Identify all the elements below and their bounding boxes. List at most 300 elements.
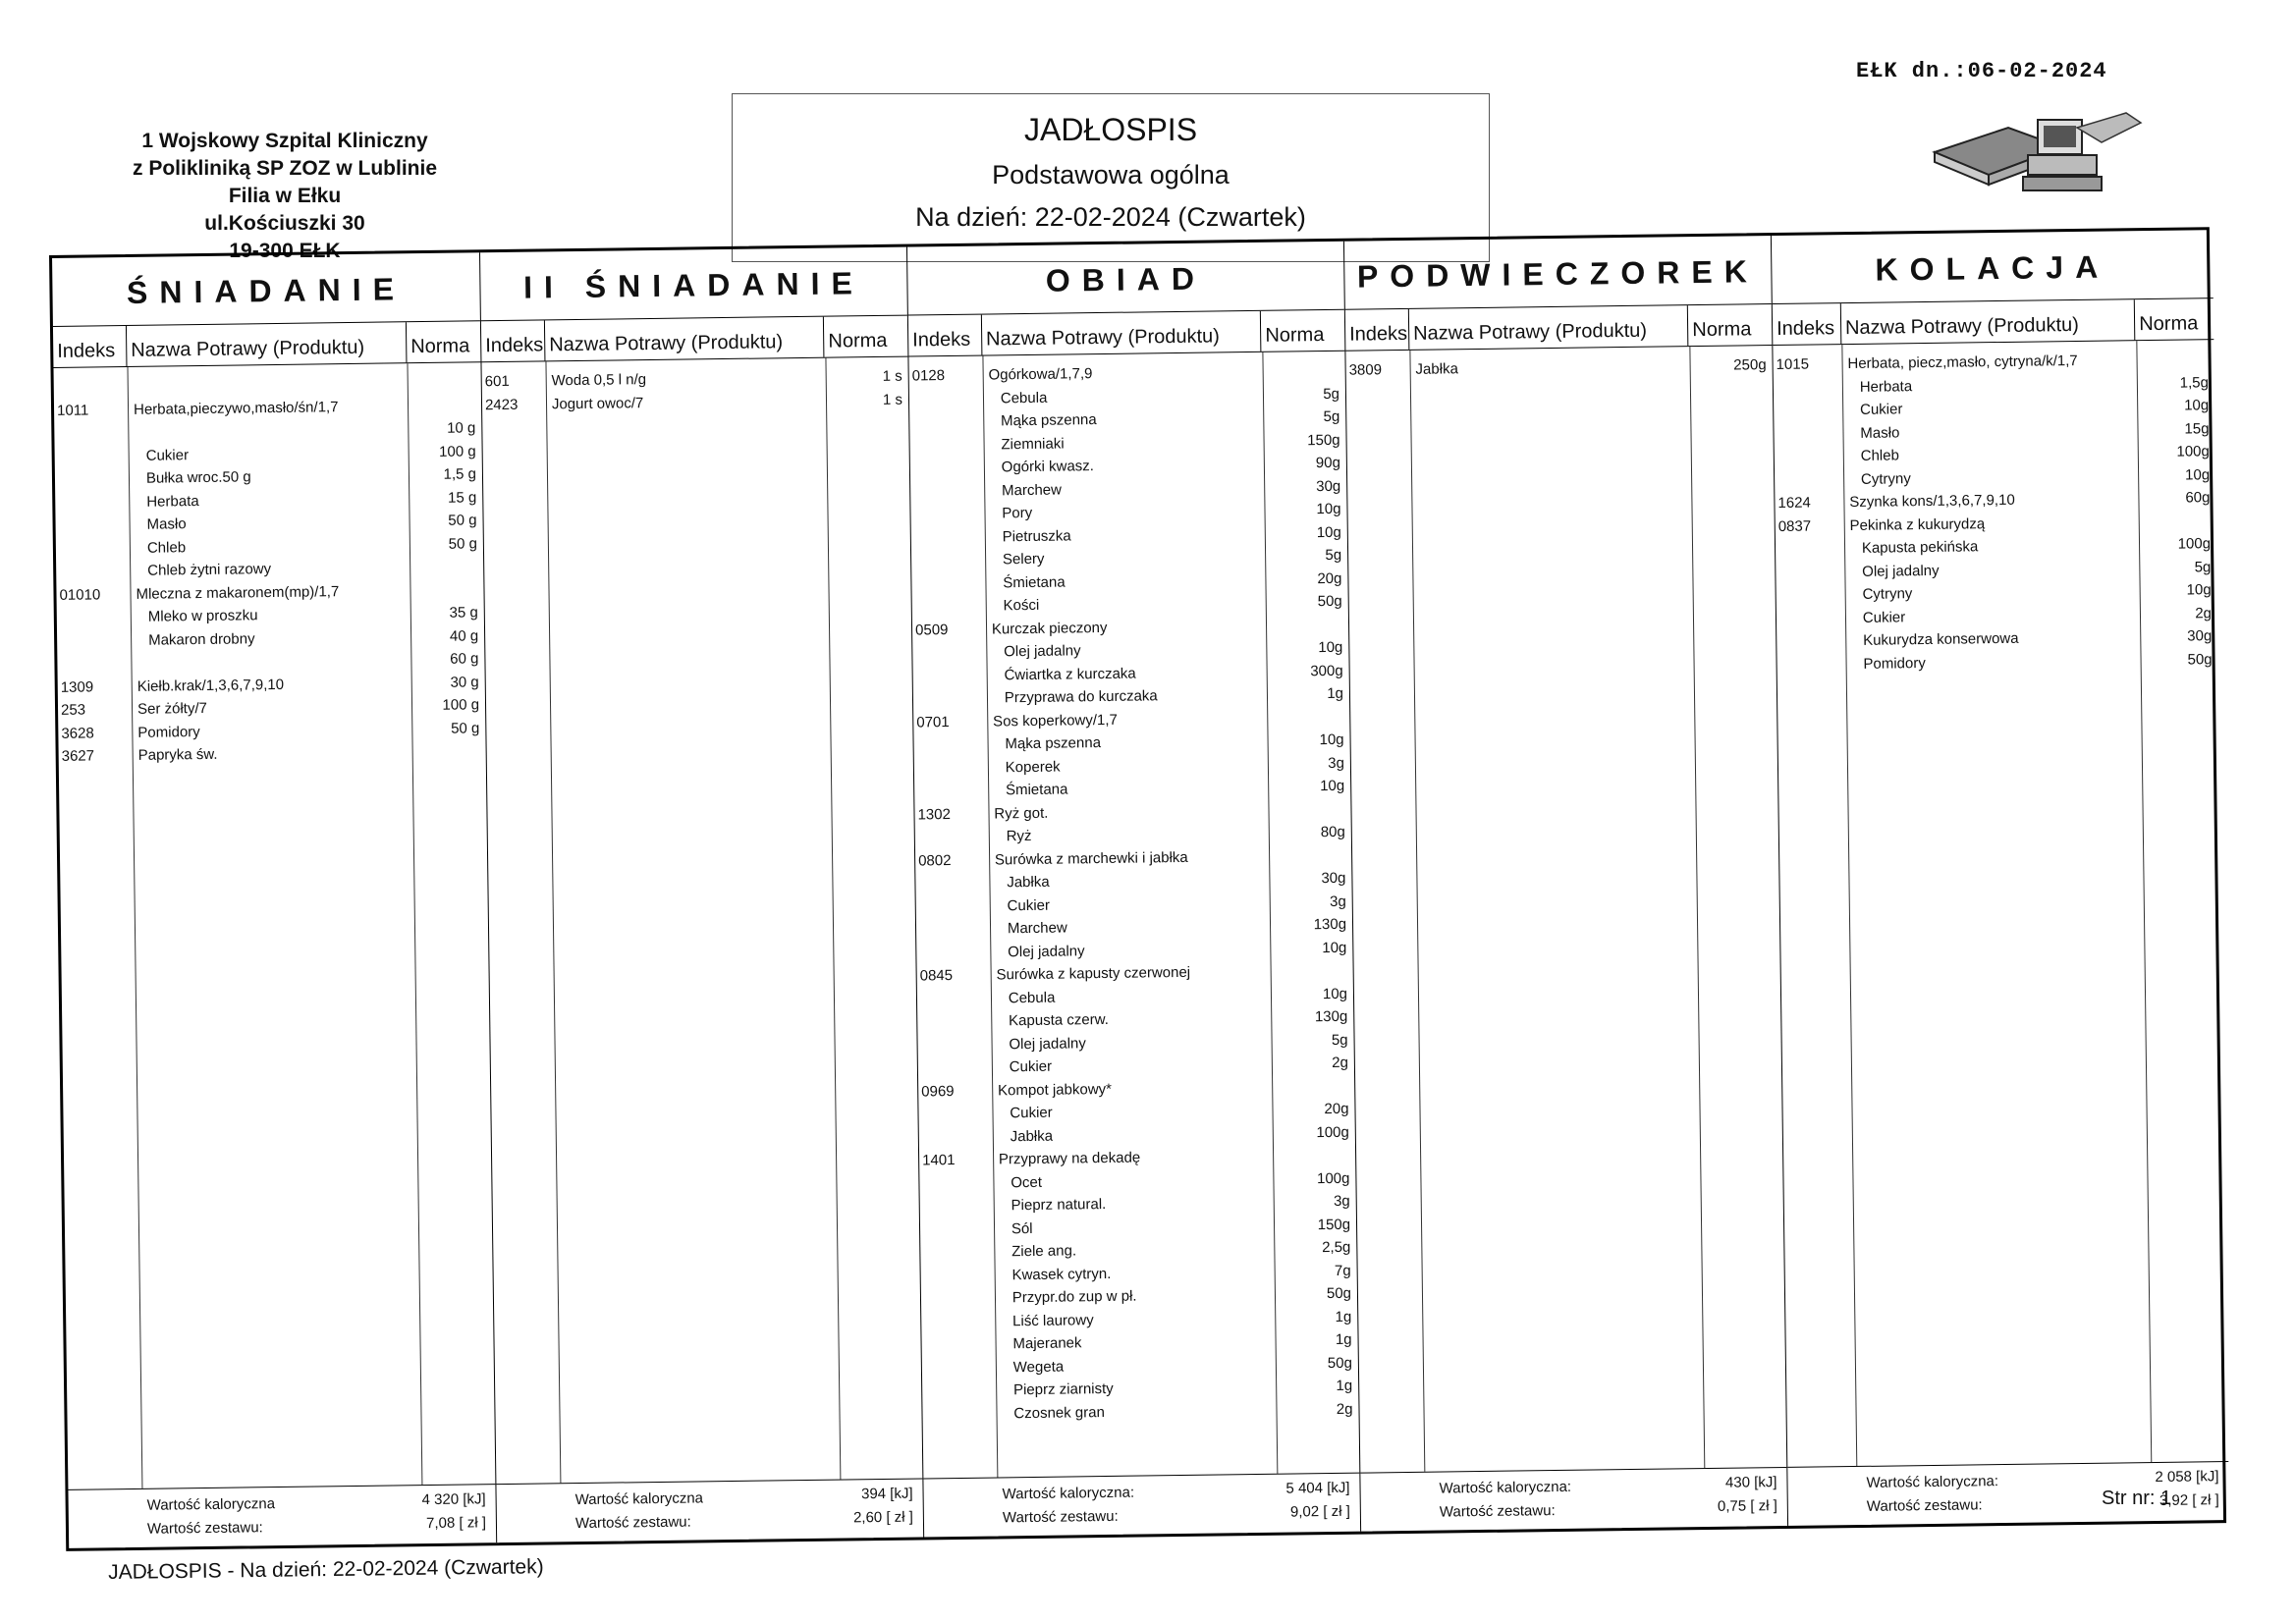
cost-value: 9,02 [ zł ] [1289,1502,1350,1521]
cost-label: Wartość zestawu: [146,1519,263,1538]
item-name: Ziemniaki [1001,434,1065,453]
item-name: Cukier [145,446,190,464]
cost-label: Wartość zestawu: [1002,1507,1119,1527]
item-index: 253 [60,701,86,719]
item-norm: 100g [2176,443,2210,460]
column-header-name: Nazwa Potrawy (Produktu) [982,311,1262,355]
item-norm: 5g [1323,385,1340,403]
item-list [482,365,909,417]
item-norm: 10 g [447,419,476,437]
item-index: 0701 [916,713,950,730]
item-index: 0969 [921,1082,955,1100]
item-index [57,606,131,629]
item-norm: 100g [1316,1123,1349,1141]
item-index [921,1286,995,1310]
item-index [914,756,988,780]
meal-summary [1360,1467,1787,1532]
item-norm: 250g [1733,356,1767,374]
item-index [1777,653,1845,676]
item-name: Papryka św. [137,745,218,764]
meal-title: ŚNIADANIE [52,252,480,327]
item-index [918,1056,992,1080]
item-norm: 50g [1327,1354,1352,1372]
item-index [920,1240,994,1264]
item-index: 1011 [56,401,89,419]
item-index: 1624 [1777,494,1811,512]
item-index: 1302 [917,805,952,823]
item-norm: 30g [2187,627,2213,645]
item-index [910,457,984,480]
hospital-line: ul.Kościuszki 30 [204,212,365,235]
item-index: 3628 [61,724,94,742]
item-norm: 5g [1331,1031,1348,1049]
meal-summary [923,1473,1360,1538]
item-norm: 100 g [442,696,480,714]
item-index [922,1402,996,1426]
meal-body [1345,346,1786,1473]
item-index [1776,537,1844,561]
item-name: Woda 0,5 l n/g [551,371,647,390]
column-header-row [1773,298,2214,346]
item-norm: 80g [1320,823,1345,841]
item-norm: 2g [1332,1054,1348,1071]
item-name: Czosnek gran [1013,1403,1106,1422]
item-list [54,370,486,768]
item-name: Herbata, piecz,masło, cytryna/k/1,7 [1847,352,2078,373]
item-index [916,918,990,942]
item-norm: 40 g [449,626,479,645]
item-name: Pekinka z kukurydzą [1849,514,1986,534]
item-norm: 50 g [448,512,477,529]
column-header-row [481,316,908,363]
item-index: 0845 [919,967,954,985]
item-norm: 10g [1322,985,1348,1002]
item-name: Kurczak pieczony [991,619,1108,637]
item-name: Wegeta [1012,1358,1065,1376]
item-index: 0837 [1777,517,1812,535]
item-index [911,549,985,572]
item-norm: 50g [2187,650,2213,669]
item-name: Pieprz ziarnisty [1012,1380,1114,1399]
item-name: Masło [1860,423,1900,442]
meal-summary [496,1478,923,1542]
item-index [55,444,129,467]
menu-date: Na dzień: 22-02-2024 (Czwartek) [915,202,1306,232]
item-norm [408,394,481,417]
item-norm: 2g [1336,1400,1353,1418]
item-norm [408,370,481,394]
item-index [909,410,983,434]
item-index [1774,376,1842,400]
item-norm [2136,348,2214,372]
item-index: 2423 [484,396,519,413]
item-norm: 3g [1333,1192,1350,1210]
item-index [909,387,983,410]
item-index [919,1125,993,1149]
item-name: Olej jadalny [1004,642,1081,661]
item-index [1777,607,1845,630]
item-index [1777,583,1845,607]
calorie-label: Wartość kaloryczna [574,1489,704,1509]
item-name: Kompot jabkowy* [997,1080,1113,1099]
item-norm: 10g [1316,500,1341,518]
footer-text: JADŁOSPIS - Na dzień: 22-02-2024 (Czwartek) [108,1555,544,1584]
item-norm: 2,5g [1322,1238,1351,1257]
item-norm: 60g [2185,489,2211,507]
item-name: Ryż [1006,827,1032,845]
item-index [54,375,128,399]
meal-body [481,357,922,1485]
item-index [917,1010,991,1034]
item-norm: 1,5 g [443,465,477,483]
item-index [55,490,129,514]
meal-body [908,352,1359,1479]
item-norm: 10g [1318,638,1343,657]
item-norm: 10g [2186,581,2212,599]
item-norm: 5g [2194,558,2212,575]
item-norm: 60 g [450,650,479,668]
item-norm: 300g [1310,662,1343,679]
diet-type: Podstawowa ogólna [992,160,1230,189]
item-norm: 3g [1328,754,1344,772]
item-index [55,467,129,491]
item-norm: 90g [1315,454,1340,472]
column-divider [545,361,561,1483]
item-index: 3809 [1348,361,1383,379]
item-name: Jabłka [1010,1127,1054,1145]
item-norm: 50g [1317,592,1342,611]
item-index [915,872,989,895]
meal-column-ii-sniadanie [479,247,923,1543]
item-index [1775,468,1843,492]
item-name: Surówka z kapusty czerwonej [996,963,1191,984]
item-name: Majeranek [1012,1334,1082,1353]
column-header-norm: Norma [1692,318,1752,342]
item-index [917,1033,991,1056]
menu-table [49,227,2226,1551]
column-header-name: Nazwa Potrawy (Produktu) [545,317,825,361]
item-norm: 100g [2177,535,2212,553]
item-index [915,826,989,849]
item-norm: 10g [1319,730,1344,749]
page-number: Str nr: 1 [2102,1488,2172,1509]
item-name: Ćwiartka z kurczaka [1004,665,1136,683]
item-index [914,780,988,803]
item-name: Pieprz natural. [1011,1195,1107,1215]
calorie-label: Wartość kaloryczna: [1002,1484,1135,1503]
column-header-name: Nazwa Potrawy (Produktu) [1409,305,1689,350]
meal-body [54,362,496,1489]
item-name: Przypr.do zup w pł. [1011,1287,1137,1307]
item-name: Liść laurowy [1012,1311,1094,1329]
item-name: Surówka z marchewki i jabłka [994,848,1188,868]
item-name: Chleb [1860,447,1899,464]
item-index [917,987,991,1010]
item-name: Mąka pszenna [1005,734,1102,753]
item-name: Śmietana [1003,572,1066,591]
item-norm [1266,705,1349,730]
item-norm [1272,1144,1355,1168]
column-header-norm: Norma [828,329,888,352]
item-norm: 1g [1327,684,1344,703]
item-index [913,664,987,687]
item-name: Kapusta pekińska [1861,538,1979,557]
calorie-value: 394 [kJ] [860,1485,913,1503]
document-title: JADŁOSPIS [1023,112,1198,147]
item-index [920,1194,994,1217]
item-norm: 130g [1313,915,1347,934]
meal-title: KOLACJA [1772,230,2214,304]
item-index: 601 [484,372,510,391]
item-norm [1262,359,1345,384]
cost-label: Wartość zestawu: [1439,1502,1556,1521]
item-norm [2138,510,2216,534]
cost-value: 2,60 [ zł ] [852,1508,914,1527]
item-index [912,595,986,619]
item-index [56,560,130,583]
item-norm: 50 g [448,534,477,553]
item-norm: 5g [1325,546,1342,565]
meal-column-obiad [906,242,1360,1538]
column-header-index: Indeks [481,320,546,361]
item-norm: 30g [1316,477,1341,495]
item-norm: 10g [1320,777,1345,795]
item-index [1775,445,1843,468]
item-name: Makaron drobny [148,629,255,649]
item-name: Ryż got. [994,804,1049,822]
item-name: Herbata,pieczywo,masło/śn/1,7 [133,398,339,418]
item-norm: 10g [1322,939,1347,956]
calorie-label: Wartość kaloryczna [146,1495,276,1514]
item-index [55,514,129,537]
column-header-row [1345,304,1773,352]
item-index [921,1264,995,1287]
item-norm: 1 s [882,367,902,385]
item-name: Cukier [1859,401,1903,418]
item-name: Olej jadalny [1862,562,1940,580]
table-row [59,739,486,768]
item-norm [1268,843,1351,868]
item-list [1773,348,2217,676]
item-norm: 150g [1317,1216,1351,1233]
calorie-value: 430 [kJ] [1724,1474,1777,1491]
item-norm: 10g [2184,465,2211,484]
item-norm [1268,797,1351,822]
hospital-line: 19-300 EŁK [229,240,341,262]
column-header-name: Nazwa Potrawy (Produktu) [127,322,408,366]
item-name: Marchew [1007,919,1067,938]
item-name: Kwasek cytryn. [1011,1265,1112,1283]
meal-title: II ŚNIADANIE [480,247,907,322]
item-index [56,536,130,560]
item-name: Pomidory [1863,654,1926,673]
item-norm: 1 s [882,391,903,408]
column-header-norm: Norma [410,335,470,358]
hospital-line: 1 Wojskowy Szpital Kliniczny [141,130,428,152]
item-norm: 5g [1323,407,1340,426]
item-norm: 50 g [451,719,480,737]
meal-title: OBIAD [907,242,1344,316]
meal-column-podwieczorek [1343,236,1787,1532]
item-index [922,1379,996,1402]
item-norm: 1g [1335,1330,1352,1348]
item-name: Herbata [146,492,199,511]
item-norm [410,555,483,578]
column-divider [1409,351,1425,1472]
item-norm: 1g [1336,1377,1353,1394]
calorie-label: Wartość kaloryczna: [1439,1478,1572,1497]
item-norm [412,739,486,763]
item-norm: 15 g [447,488,477,507]
item-norm: 3g [1329,893,1346,910]
item-index: 3627 [61,747,95,765]
item-norm: 15g [2184,419,2210,438]
item-name: Kapusta czerw. [1009,1010,1109,1030]
hospital-line: Filia w Ełku [228,185,342,207]
cost-label: Wartość zestawu: [1866,1496,1983,1515]
item-index [920,1217,994,1241]
column-header-row [53,321,481,368]
item-name: Jogurt owoc/7 [551,394,644,412]
item-name: Cukier [1010,1104,1053,1122]
cost-value: 3,92 [ zł ] [2159,1491,2219,1509]
item-name: Ziele ang. [1011,1242,1077,1261]
calorie-value: 5 404 [kJ] [1285,1479,1350,1497]
item-index [913,733,987,757]
item-index: 0128 [911,367,946,385]
cost-label: Wartość zestawu: [574,1513,691,1533]
item-name: Selery [1002,550,1045,568]
column-divider [825,358,841,1480]
item-norm: 100g [1316,1169,1350,1187]
item-name: Chleb [146,538,187,557]
item-name: Pietruszka [1002,526,1071,545]
item-index: 0802 [918,851,952,869]
item-index [919,1171,993,1195]
item-name: Cytryny [1862,585,1913,603]
hospital-address [98,128,471,265]
item-index [911,525,985,549]
item-norm: 1,5g [2179,373,2209,392]
column-header-name: Nazwa Potrawy (Produktu) [1841,299,2136,344]
calorie-value: 2 058 [kJ] [2155,1468,2219,1487]
item-index: 0509 [914,621,949,638]
calorie-label: Wartość kaloryczna: [1866,1473,1999,1491]
calorie-value: 4 320 [kJ] [421,1490,486,1509]
item-norm: 7g [1334,1262,1351,1279]
item-norm: 30 g [450,673,479,691]
item-name: Kości [1003,596,1040,615]
item-name: Ocet [1011,1173,1043,1191]
book-computer-icon [1930,108,2146,206]
item-list [1345,353,1772,382]
item-name: Sól [1011,1219,1033,1237]
item-name: Jabłka [1007,873,1050,892]
item-name: Mleczna z makaronem(mp)/1,7 [136,582,340,603]
column-header-norm: Norma [2139,312,2199,336]
item-norm: 150g [1307,431,1340,449]
column-header-index: Indeks [908,315,982,356]
item-name: Mąka pszenna [1001,411,1097,430]
item-index [1777,629,1845,653]
item-norm: 2g [2195,604,2213,622]
item-index: 1401 [922,1152,956,1169]
item-name: Bułka wroc.50 g [145,468,251,487]
item-index: 01010 [59,585,101,604]
item-name: Przyprawy na dekadę [998,1149,1141,1168]
place-date: EŁK dn.:06-02-2024 [1856,59,2107,83]
item-name: Kiełb.krak/1,3,6,7,9,10 [137,676,285,695]
item-norm [410,578,483,602]
table-row [922,1397,1358,1426]
item-norm: 20g [1324,1100,1349,1118]
item-list [909,359,1359,1427]
item-index [910,479,984,503]
item-name: Cukier [1007,896,1051,914]
item-index [922,1356,996,1380]
item-name: Śmietana [1005,781,1068,799]
meal-summary [68,1484,496,1548]
item-norm: 130g [1314,1007,1348,1026]
item-name: Cukier [1862,608,1906,626]
item-index [57,652,131,676]
item-name: Szynka kons/1,3,6,7,9,10 [1849,491,2015,512]
item-index [57,628,131,652]
item-name: Cebula [1000,389,1048,406]
cost-value: 7,08 [ zł ] [425,1514,487,1533]
item-index [1776,561,1844,584]
meal-title: PODWIECZOREK [1344,236,1772,310]
item-norm: 35 g [449,604,478,622]
item-index [918,1103,992,1126]
column-header-index: Indeks [53,326,128,367]
item-index [912,641,986,665]
item-name: Cebula [1008,989,1056,1006]
item-name: Pory [1002,504,1033,522]
item-name: Kukurydza konserwowa [1863,629,2019,649]
column-header-index: Indeks [1773,303,1841,345]
item-norm: 30g [1321,869,1346,888]
item-index [916,894,990,918]
item-name: Olej jadalny [1008,942,1085,960]
item-index [54,421,128,445]
item-norm: 50g [1326,1284,1352,1303]
meal-column-kolacja [1771,230,2229,1526]
item-name: Jabłka [1415,360,1458,378]
item-norm: 1g [1335,1308,1352,1325]
item-name: Cytryny [1860,469,1911,488]
item-index [921,1310,995,1333]
item-norm: 10g [1316,523,1341,541]
meal-body [1773,340,2228,1467]
item-name: Sos koperkowy/1,7 [993,711,1118,730]
item-norm: 20g [1317,569,1342,587]
item-name: Pomidory [137,723,200,741]
item-index [913,687,987,711]
table-row [1345,353,1772,382]
cost-value: 0,75 [ zł ] [1717,1497,1777,1515]
table-row [482,388,908,416]
item-index [911,571,985,595]
column-header-index: Indeks [1345,309,1410,351]
item-norm [1271,1074,1354,1099]
item-norm [1265,613,1348,637]
item-index [921,1332,995,1356]
column-divider [1689,347,1705,1468]
item-norm: 10g [2184,397,2210,414]
item-index [1774,422,1842,446]
item-index: 1015 [1776,355,1810,373]
